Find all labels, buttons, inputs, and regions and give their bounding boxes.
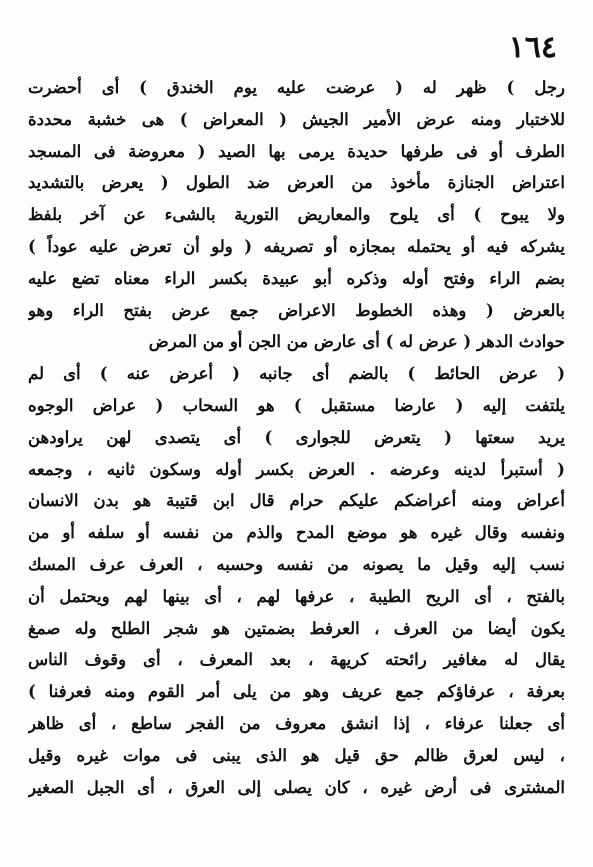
text-line: المشترى فى أرض غيره ، كان يصلى إلى العرق ، أى الجبل الصغير xyxy=(28,777,565,797)
text-line: للاختبار ومنه عرض الأمير الجيش ( المعراض ) هى خشبة محددة xyxy=(28,109,565,129)
text-line: رجل ) ظهر له ( عرضت عليه يوم الخندق ) أى أحضرت xyxy=(28,78,565,97)
text-line: أعراض ومنه أعراضكم عليكم حرام قال ابن قتيبة هو بدن الانسان xyxy=(28,491,565,511)
page-body-text xyxy=(28,72,565,803)
text-line: ( أستبرأ لدينه وعرضه . العرض بكسر أوله وسكون ثانيه ، وجمعه xyxy=(28,459,565,479)
text-line: بالفتح ، أى الريح الطيبة ، عرفها لهم ، أى بينها لهم ويحتمل أن xyxy=(28,586,565,606)
text-line: يقال له مغافير رائحته كريهة ، بعد المعرف ، أى وقوف الناس xyxy=(28,650,565,670)
text-line: ولا يبوح ) أى يلوح والمعاريض التورية بالشىء عن آخر بلفظ xyxy=(28,205,565,225)
text-line: يلتفت إليه ( عارضا مستقبل ) هو السحاب ( عراض الوجوه xyxy=(28,395,565,415)
text-line: بالعرض ( وهذه الخطوط الاعراض جمع عرض بفتح الراء وهو xyxy=(28,300,565,320)
text-line: يشركه فيه أو يحتمله بمجازه أو تصريفه ( ولو أن تعرض عليه عوداً ) xyxy=(28,236,565,256)
text-line: بضم الراء وفتح أوله وذكره أبو عبيدة بكسر الراء معناه تضع عليه xyxy=(28,268,565,288)
text-line: ( عرض الحائط ) بالضم أى جانبه ( أعرض عنه ) أى لم xyxy=(28,364,565,384)
text-line: ونفسه وقال غيره هو موضع المدح والذم من نفسه أو سلفه أو من xyxy=(28,523,565,543)
text-line: بعرفة ، عرفاؤكم جمع عريف وهو من يلى أمر القوم ومنه فعرفنا ) xyxy=(28,682,565,702)
text-line: يريد سعتها ( يتعرض للجوارى ) أى يتصدى لهن يراودهن xyxy=(28,427,565,447)
text-line: الطرف أو فى طرفها حديدة يرمى بها الصيد ( معروضة فى المسجد xyxy=(28,141,565,161)
text-line: ، ليس لعرق ظالم حق قيل هو الذى يبنى فى موات غيره وقيل xyxy=(28,745,565,765)
text-line: اعتراض الجنازة مأخوذ من العرض ضد الطول ( يعرض بالتشديد xyxy=(28,173,565,193)
page-number: ١٦٤ xyxy=(508,30,557,65)
text-line: حوادث الدهر ( عرض له ) أى عارض من الجن أو من المرض xyxy=(148,332,565,352)
text-line: نسب إليه وقيل ما يصونه من نفسه وحسبه ، العرف عرف المسك xyxy=(28,554,565,574)
text-line: أى جعلنا عرفاء ، إذا انشق معروف من الفجر ساطع ، أى ظاهر xyxy=(28,713,565,733)
text-line: يكون أيضا من العرف ، العرفط بضمتين هو شجر الطلح وله صمغ xyxy=(28,618,565,638)
